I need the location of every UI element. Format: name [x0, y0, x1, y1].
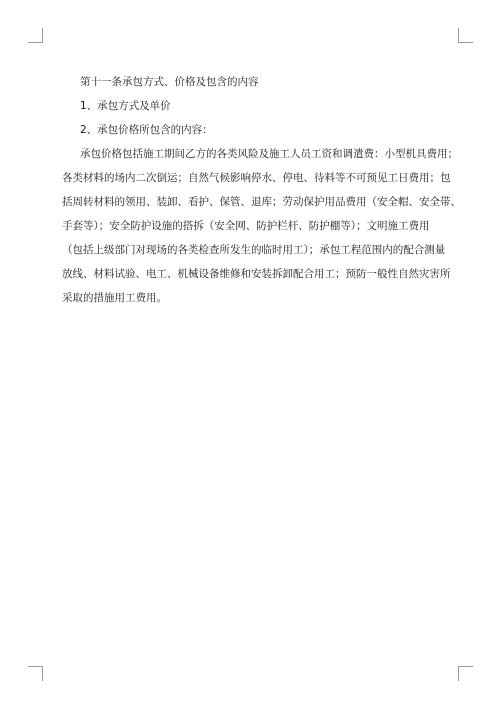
paragraph-line: 放线、材料试验、电工、机械设备维修和安装拆卸配合用工；预防一般性自然灾害所 [62, 268, 451, 280]
paragraph-line: 手套等）；安全防护设施的搭拆（安全网、防护栏杆、防护棚等）；文明施工费用 [62, 220, 430, 232]
crop-mark-top-left [28, 28, 43, 43]
document-body [62, 70, 461, 310]
clause-paragraph [62, 142, 461, 310]
crop-mark-bottom-left [28, 666, 43, 681]
clause-heading: 第十一条承包方式、价格及包含的内容 [80, 76, 259, 88]
paragraph-line: 采取的措施用工费用。 [62, 292, 167, 304]
crop-mark-top-right [458, 28, 473, 43]
clause-item-2: 2、承包价格所包含的内容： [80, 124, 213, 136]
paragraph-line: 括周转材料的领用、装卸、看护、保管、退库；劳动保护用品费用（安全帽、安全带、 [62, 196, 461, 208]
paragraph-line: （包括上级部门对现场的各类检查所发生的临时用工）；承包工程范围内的配合测量 [62, 244, 446, 256]
paragraph-line: 各类材料的场内二次倒运；自然气候影响停水、停电、待料等不可预见工日费用；包 [62, 172, 451, 184]
paragraph-line: 承包价格包括施工期间乙方的各类风险及施工人员工资和调遣费：小型机具费用； [80, 148, 458, 160]
crop-mark-bottom-right [458, 666, 473, 681]
clause-item-1: 1、承包方式及单价 [80, 100, 171, 112]
